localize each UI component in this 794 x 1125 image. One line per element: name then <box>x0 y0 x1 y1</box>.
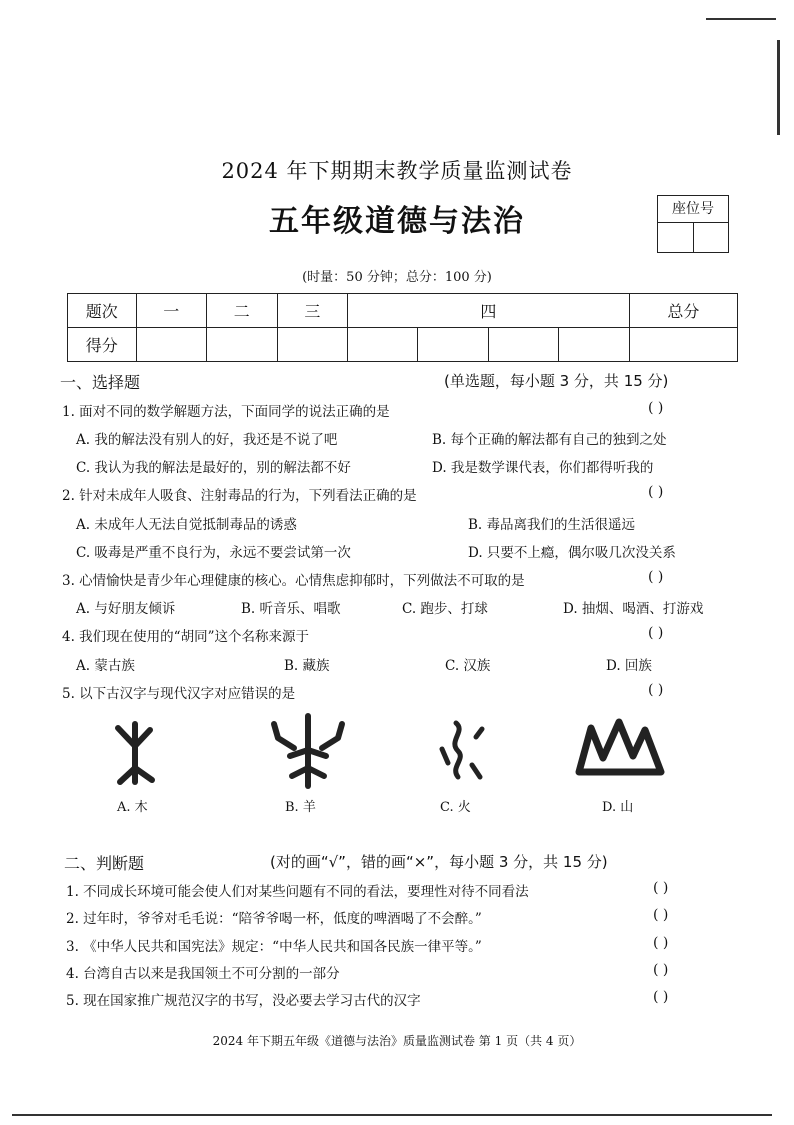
scan-edge-top <box>706 18 776 20</box>
ancient-mu-glyph <box>100 718 170 788</box>
q3-stem: 3. 心情愉快是青少年心理健康的核心。心情焦虑抑郁时，下列做法不可取的是 <box>62 573 525 589</box>
q1-option-d: D. 我是数学课代表，你们都得听我的 <box>432 460 654 476</box>
q4-option-d: D. 回族 <box>606 658 652 674</box>
exam-title: 2024 年下期期末教学质量监测试卷 <box>221 159 573 183</box>
q4-stem: 4. 我们现在使用的“胡同”这个名称来源于 <box>62 629 309 645</box>
tf-item-4: 4. 台湾自古以来是我国领土不可分割的一部分 <box>66 966 340 982</box>
ancient-yang-glyph <box>268 710 348 792</box>
q3-option-b: B. 听音乐、唱歌 <box>241 601 341 617</box>
q4-option-a: A. 蒙古族 <box>76 658 135 674</box>
q2-stem: 2. 针对未成年人吸食、注射毒品的行为，下列看法正确的是 <box>62 488 417 504</box>
q3-option-a: A. 与好朋友倾诉 <box>76 601 176 617</box>
q3-option-d: D. 抽烟、喝酒、打游戏 <box>563 601 704 617</box>
tf-item-1: 1. 不同成长环境可能会使人们对某些问题有不同的看法，要理性对待不同看法 <box>66 884 529 900</box>
seat-number-box <box>657 195 729 253</box>
tf-answer-blank-3[interactable]: ( ) <box>653 935 669 951</box>
ancient-huo-glyph <box>432 715 492 785</box>
q1-answer-blank[interactable]: ( ) <box>648 400 664 416</box>
score-header-label: 题次 <box>68 294 137 328</box>
q5-option-b: B. 羊 <box>285 800 316 815</box>
q1-option-a: A. 我的解法没有别人的好，我还是不说了吧 <box>76 432 338 448</box>
score-cell[interactable] <box>559 328 629 362</box>
score-header-total: 总分 <box>629 294 737 328</box>
tf-answer-blank-5[interactable]: ( ) <box>653 989 669 1005</box>
subject-title: 五年级道德与法治 <box>269 204 525 239</box>
score-cell[interactable] <box>488 328 558 362</box>
q1-stem: 1. 面对不同的数学解题方法，下面同学的说法正确的是 <box>62 404 390 420</box>
q1-option-b: B. 每个正确的解法都有自己的独到之处 <box>432 432 667 448</box>
score-table <box>67 293 738 362</box>
score-cell[interactable] <box>418 328 488 362</box>
q2-option-c: C. 吸毒是严重不良行为，永远不要尝试第一次 <box>76 545 351 561</box>
tf-item-2: 2. 过年时，爷爷对毛毛说：“陪爷爷喝一杯，低度的啤酒喝了不会醉。” <box>66 911 482 927</box>
q2-option-a: A. 未成年人无法自觉抵制毒品的诱惑 <box>76 517 297 533</box>
seat-number-label: 座位号 <box>658 196 728 223</box>
ancient-shan-glyph <box>575 718 665 776</box>
time-info: (时量：50 分钟；总分：100 分) <box>302 270 492 285</box>
section2-heading: 二、判断题 <box>64 854 145 873</box>
score-cell[interactable] <box>629 328 737 362</box>
section2-note: (对的画“√”，错的画“×”，每小题 3 分，共 15 分) <box>270 853 608 871</box>
tf-answer-blank-2[interactable]: ( ) <box>653 907 669 923</box>
q5-stem: 5. 以下古汉字与现代汉字对应错误的是 <box>62 686 296 702</box>
q2-answer-blank[interactable]: ( ) <box>648 484 664 500</box>
scan-edge-bottom <box>12 1114 772 1116</box>
q3-answer-blank[interactable]: ( ) <box>648 569 664 585</box>
score-header-2: 二 <box>207 294 278 328</box>
scan-edge-right <box>777 40 780 135</box>
seat-box-divider <box>693 223 694 252</box>
q5-option-d: D. 山 <box>602 800 634 815</box>
page-footer: 2024 年下期五年级《道德与法治》质量监测试卷 第 1 页（共 4 页） <box>212 1034 582 1048</box>
q1-option-c: C. 我认为我的解法是最好的，别的解法都不好 <box>76 460 351 476</box>
q3-option-c: C. 跑步、打球 <box>402 601 488 617</box>
section1-note: (单选题，每小题 3 分，共 15 分) <box>444 372 669 390</box>
q5-answer-blank[interactable]: ( ) <box>648 682 664 698</box>
score-row-label: 得分 <box>68 328 137 362</box>
q5-option-c: C. 火 <box>440 800 471 815</box>
score-cell[interactable] <box>136 328 207 362</box>
score-cell[interactable] <box>277 328 348 362</box>
tf-answer-blank-1[interactable]: ( ) <box>653 880 669 896</box>
tf-item-3: 3. 《中华人民共和国宪法》规定：“中华人民共和国各民族一律平等。” <box>66 939 482 955</box>
score-header-4: 四 <box>348 294 630 328</box>
section1-heading: 一、选择题 <box>60 373 141 392</box>
tf-item-5: 5. 现在国家推广规范汉字的书写，没必要去学习古代的汉字 <box>66 993 421 1009</box>
score-header-3: 三 <box>277 294 348 328</box>
q4-answer-blank[interactable]: ( ) <box>648 625 664 641</box>
q2-option-d: D. 只要不上瘾，偶尔吸几次没关系 <box>468 545 676 561</box>
tf-answer-blank-4[interactable]: ( ) <box>653 962 669 978</box>
q5-option-a: A. 木 <box>117 800 148 815</box>
score-cell[interactable] <box>207 328 278 362</box>
q4-option-b: B. 藏族 <box>284 658 330 674</box>
q2-option-b: B. 毒品离我们的生活很遥远 <box>468 517 636 533</box>
score-cell[interactable] <box>348 328 418 362</box>
score-header-1: 一 <box>136 294 207 328</box>
q4-option-c: C. 汉族 <box>445 658 491 674</box>
